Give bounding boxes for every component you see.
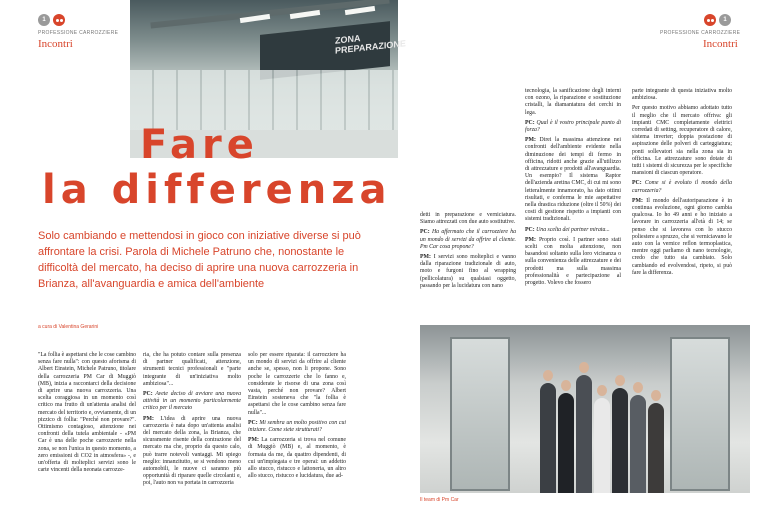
answer-label: PM: (248, 437, 259, 444)
answer-label: PM: (525, 137, 536, 144)
answer-label: PM: (420, 254, 431, 261)
headline-line2: la differenza (42, 167, 392, 213)
paragraph: tecnologia, la sanificazione degli interni con ozono, la riparazione e sostituzione cristalli, la diamantatura dei cerchi in lega. (525, 88, 621, 116)
question-label: PC: (248, 419, 258, 426)
workshop-sign: ZONA PREPARAZIONE (335, 33, 406, 56)
question-label: PC: (632, 180, 642, 187)
article-column-2 (143, 352, 241, 491)
paragraph: Per questo motivo abbiamo adottato tutto il meglio che il mercato offriva: gli impianti CMC completamente elettrici corredati di setting, recuperatore di calore, sistema inverter; doppia postazione di aspirazione delle polveri di carteggiatura; ponti sollevatori sia nella zona sia in officina. Le attrezzature sono dotate di tutti i sistemi di sicurezza per le specifiche mansioni di ciascun operatore. (632, 105, 732, 177)
question: Come si è evoluto il mondo della carrozzeria? (632, 180, 732, 194)
team-photo (420, 325, 750, 493)
byline: a cura di Valentina Gerarini (38, 324, 99, 330)
magazine-logo-icon (53, 14, 65, 26)
article-column-4 (420, 212, 516, 293)
question: Una scelta dei partner mirata... (536, 226, 610, 233)
question-label: PC: (420, 229, 430, 236)
article-column-1 (38, 352, 136, 477)
answer: Direi la massima attenzione nei confronti dell'ambiente evidente nella diminuzione dei tempi di fermo in officina, ridotti anche grazie all'utilizzo di attrezzature e prodotti all'avanguardia. Un esempio? Il sistema Raptor dell'azienda aretina CMC, di cui mi sono letteralmente innamorato, ha dato ottimi risultati, e conferma le mie aspettative nella drastica riduzione (oltre il 50%) dei costi di gestione rispetto a impianti con sistemi tradizionali. (525, 137, 621, 223)
question-label: PC: (143, 391, 153, 398)
article-column-6 (632, 88, 732, 280)
question: Avete deciso di avviare una nuova attività in un momento particolarmente critico per il mercato (143, 391, 241, 412)
question: Mi sembra un molto positivo con cui iniziare. Come siete strutturati? (248, 419, 346, 434)
answer: Proprio così. I partner sono stati scelti con molta attenzione, non basandosi soltanto sulla loro vicinanza o sulla convenienza delle attrezzature e dei prodotti ma sulla massima professionalità e partecipazione al progetto. Volevo che fossero (525, 236, 621, 287)
paragraph: ria, che ha potuto contare sulla presenza di partner qualificati, attenzione, strumenti tecnici professionali e "parte integrante di un'iniziativa molto ambiziosa"... (143, 352, 241, 387)
answer: L'idea di aprire una nuova carrozzeria è nata dopo un'attenta analisi del mercato della zona, la Brianza, che sicuramente risente della contrazione del mercato ma che, proprio da questo calo, può trarre notevoli vantaggi. Mi spiego meglio: innanzitutto, se si vendono meno automobili, le nuove ci saranno più opportunità di riparare quelle circolanti e, poi, l'auto non va portata in carrozzeria (143, 415, 241, 487)
answer: I servizi sono molteplici e vanno dalla riparazione tradizionale di auto, moto e furgoni fino al wrapping (pellicolatura) su qualsiasi oggetto, passando per la lucidatura con nano (420, 254, 516, 289)
answer-label: PM: (143, 415, 154, 422)
paragraph: solo per essere riparata: il carrozziere ha un mondo di servizi da offrire al cliente anche se, spesso, non li propone. Sono poche le carrozzerie che lo fanno e, considerate le risorse di una zona così vasta, perché non provare? Albert Einstein sosteneva che "la follia è aspettarsi che le cose cambino senza fare nulla"... (248, 352, 346, 416)
kicker-right: PROFESSIONE CARROZZIERE (660, 30, 741, 36)
headline-line1: Fare (140, 122, 259, 168)
page-number-right: 1 (719, 14, 731, 26)
kicker-left: PROFESSIONE CARROZZIERE (38, 30, 119, 36)
paragraph: "La follia è aspettarsi che le cose cambino senza fare nulla": con questo aforisma di Albert Einstein, Michele Patruno, titolare della carrozzeria PM Car di Muggiò (MB), inizia a raccontarci della decisione di aprire una nuova carrozzeria. Una scelta coraggiosa in un momento così critico ma frutto di un'attenta analisi del mercato del territorio e, ovviamente, di un pizzico di follia: "Perché non provare?". Ottimismo contagioso, attenzione nei confronti della tutela ambientale - «PM Car è una delle poche carrozzerie nella zona, se non l'unica in questo momento, a zero emissioni di CO2 in atmosfera» -, e un'offerta di molteplici servizi sono le carte vincenti della neonata carrozze- (38, 352, 136, 474)
paragraph: parte integrante di questa iniziativa molto ambiziosa. (632, 88, 732, 102)
answer-label: PM: (632, 197, 643, 204)
answer: La carrozzeria si trova nel comune di Muggiò (MB) e, al momento, è formata da me, da quattro dipendenti, di cui un'impiegata e tre operai: un addetto allo stucco, ristucco e lattoneria, un altro allo stucco, ristucco e lucidatura, due ad- (248, 437, 347, 480)
section-label-right: Incontri (703, 38, 738, 50)
answer-label: PM: (525, 236, 536, 243)
magazine-logo-icon-right (704, 14, 716, 26)
question: Ha affermato che il carrozziere ha un mondo di servizi da offrire al cliente. Pm Car cosa propone? (420, 229, 516, 250)
question-label: PC: (525, 226, 535, 233)
question: Qual è il vostro principale punto di forza? (525, 119, 621, 134)
photo-caption: Il team di Pm Car (420, 497, 459, 503)
answer: Il mondo dell'autoriparazione è in continua evoluzione, ogni giorno cambia qualcosa. Io ho 49 anni e ho iniziato a lavorare in carrozzeria all'età di 14; se penso che si lavorava con lo stucco poliestere a spruzzo, che si verniciavano le auto con la vernice reflon termoplastica, mentre oggi parliamo di nano tecnologie, credo che tutto sia cambiato. Solo cambiando ed evolvendosi, ripeto, si può fare la differenza. (632, 197, 732, 276)
page-number-left: 1 (38, 14, 50, 26)
standfirst: Solo cambiando e mettendosi in gioco con iniziative diverse si può affrontare la crisi. Parola di Michele Patruno che, nonostante le difficoltà del mercato, ha deciso di aprire una nuova carrozzeria in Brianza, all'avanguardia e amica dell'ambiente (38, 230, 361, 290)
article-column-5 (525, 88, 621, 290)
section-label-left: Incontri (38, 38, 73, 50)
paragraph: detti in preparazione e verniciatura. Siamo attrezzati con due auto sostitutive. (420, 212, 516, 226)
question-label: PC: (525, 119, 535, 126)
article-column-3 (248, 352, 346, 483)
